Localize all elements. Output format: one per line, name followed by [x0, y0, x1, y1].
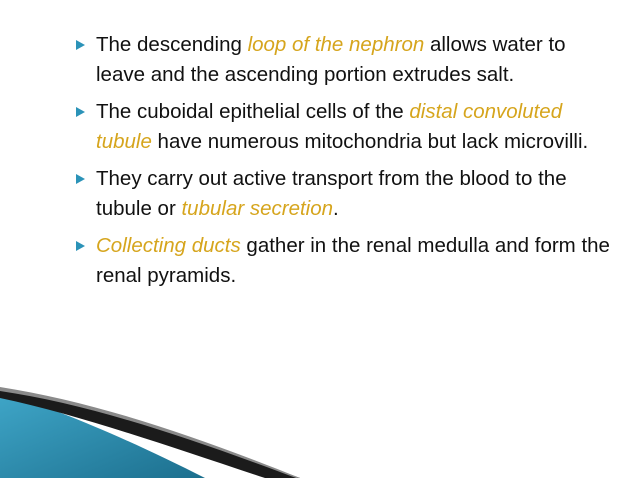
bullet-text: They carry out active transport from the blood to the tubule or tubular secretion. — [96, 167, 567, 220]
arrow-bullet-icon — [76, 241, 85, 251]
bullet-item — [0, 30, 616, 90]
highlight-term: distal convoluted tubule — [96, 100, 563, 153]
bullet-text: The cuboidal epithelial cells of the distal convoluted tubule have numerous mitochondria but lack microvilli. — [96, 100, 589, 153]
bullet-item — [0, 231, 616, 291]
arrow-bullet-icon — [76, 40, 85, 50]
bullet-item — [0, 97, 616, 157]
highlight-term: loop of the nephron — [247, 33, 425, 56]
arrow-bullet-icon — [76, 174, 85, 184]
arrow-bullet-icon — [76, 107, 85, 117]
bullet-list — [0, 30, 638, 298]
highlight-term: Collecting ducts — [96, 234, 241, 257]
bullet-text: The descending loop of the nephron allows water to leave and the ascending portion extrudes salt. — [96, 33, 566, 86]
bullet-text: Collecting ducts gather in the renal medulla and form the renal pyramids. — [96, 234, 610, 287]
bullet-item — [0, 164, 616, 224]
highlight-term: tubular secretion — [181, 197, 334, 220]
